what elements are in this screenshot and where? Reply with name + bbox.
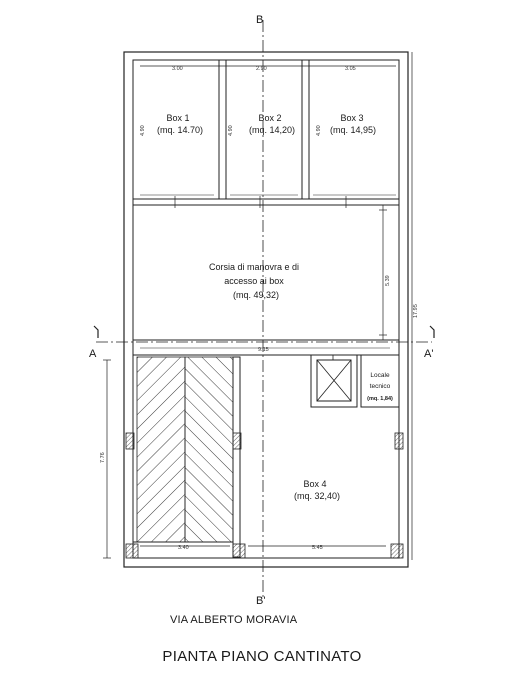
- dim-box1-depth: 4.90: [140, 125, 146, 136]
- corsia-area: (mq. 49,32): [232, 290, 280, 300]
- locale-label-line2: tecnico: [369, 383, 391, 390]
- section-a-left-label: A: [89, 348, 97, 360]
- box4-area: (mq. 32,40): [293, 491, 341, 501]
- dim-box1-width: 3.00: [172, 66, 183, 72]
- dim-box2-depth: 4.90: [228, 125, 234, 136]
- street-name: VIA ALBERTO MORAVIA: [170, 614, 298, 626]
- access-ramp: [133, 357, 240, 557]
- dim-lower-depth: 7.76: [100, 452, 106, 463]
- section-a-right-label: A': [424, 348, 434, 360]
- box1-name: Box 1: [166, 113, 190, 123]
- plan-title: PIANTA PIANO CANTINATO: [162, 648, 362, 665]
- dim-box2-width: 2.90: [256, 66, 267, 72]
- dim-corsia-depth: 5.39: [385, 275, 391, 286]
- section-b-bottom-label: B': [256, 595, 266, 607]
- box1-area: (mq. 14.70): [156, 125, 204, 135]
- dim-box3-depth: 4.90: [316, 125, 322, 136]
- box2-name: Box 2: [258, 113, 282, 123]
- locale-label-line1: Locale: [370, 372, 390, 379]
- box3-name: Box 3: [340, 113, 364, 123]
- box4-name: Box 4: [303, 479, 327, 489]
- dim-total-depth: 17.95: [413, 304, 419, 318]
- section-b-top-label: B: [256, 14, 264, 26]
- corsia-label-line1: Corsia di manovra e di: [208, 262, 300, 272]
- locale-area: (mq. 1,84): [367, 396, 393, 402]
- box3-area: (mq. 14,95): [329, 125, 377, 135]
- box2-area: (mq. 14,20): [248, 125, 296, 135]
- dim-ramp-width: 3.40: [178, 545, 189, 551]
- section-line-b: [256, 14, 265, 607]
- dim-box3-width: 3.05: [345, 66, 356, 72]
- corsia-label-line2: accesso ai box: [224, 276, 284, 286]
- dim-box4-width: 5.45: [312, 545, 323, 551]
- dim-mid-width: 9.15: [258, 347, 269, 353]
